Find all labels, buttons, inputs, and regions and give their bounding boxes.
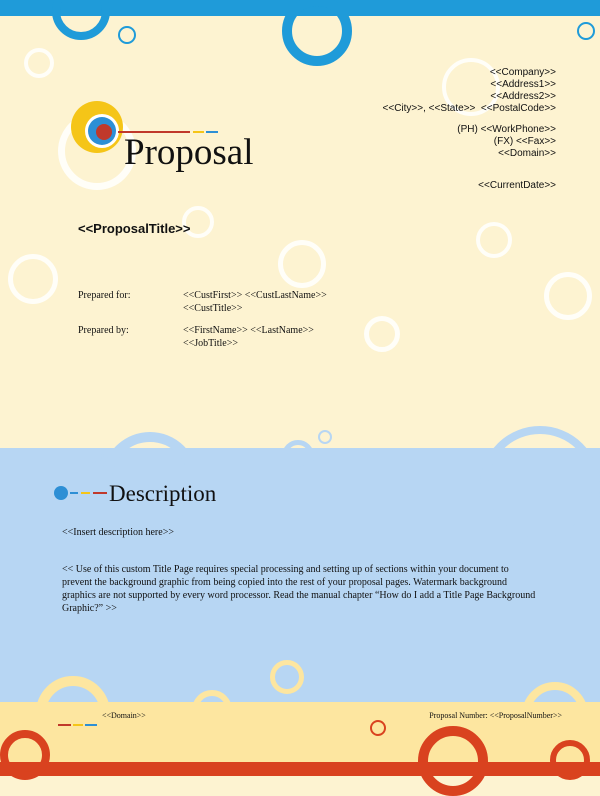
domain: <<Domain>> — [498, 148, 556, 159]
ring-decoration — [270, 660, 304, 694]
ring-decoration — [90, 450, 104, 464]
ring-decoration — [118, 26, 136, 44]
document-title: Proposal — [124, 132, 254, 173]
work-phone: (PH) <<WorkPhone>> — [457, 124, 556, 135]
ring-decoration — [282, 440, 314, 472]
address-line-2: <<Address2>> — [490, 91, 556, 102]
author-title: <<JobTitle>> — [183, 338, 238, 349]
description-heading: Description — [109, 481, 217, 506]
ring-decoration — [370, 720, 386, 736]
bottom-bar — [0, 762, 600, 776]
proposal-title: <<ProposalTitle>> — [78, 221, 191, 236]
ring-decoration — [8, 254, 58, 304]
footer-rule-icon — [58, 714, 98, 718]
city-state-postal: <<City>>, <<State>> <<PostalCode>> — [382, 103, 556, 114]
ring-decoration — [544, 272, 592, 320]
ring-decoration — [36, 676, 110, 750]
current-date: <<CurrentDate>> — [478, 180, 556, 191]
description-placeholder: <<Insert description here>> — [62, 527, 174, 538]
fax: (FX) <<Fax>> — [493, 136, 556, 147]
customer-name: <<CustFirst>> <<CustLastName>> — [183, 290, 327, 301]
customer-title: <<CustTitle>> — [183, 303, 243, 314]
ring-decoration — [550, 740, 590, 780]
description-note: << Use of this custom Title Page requires special processing and setting up of sections within your document to prevent the background graphic from being copied into the rest of your proposal pages. Watermark background graphics are not supported by every word processor. Read the manual chapter “How do I add a Title Page Background Graphic?” >> — [62, 564, 536, 614]
ring-decoration — [418, 726, 488, 796]
ring-decoration — [476, 222, 512, 258]
ring-decoration — [192, 690, 232, 730]
footer-domain: <<Domain>> — [102, 711, 146, 720]
ring-decoration — [0, 730, 50, 780]
description-bullet-icon — [53, 485, 109, 501]
ring-decoration — [278, 240, 326, 288]
ring-decoration — [364, 316, 400, 352]
address-line-1: <<Address1>> — [490, 79, 556, 90]
prepared-by-label: Prepared by: — [78, 325, 129, 336]
ring-decoration — [52, 0, 110, 40]
ring-decoration — [577, 22, 595, 40]
ring-decoration — [282, 0, 352, 66]
ring-decoration — [24, 48, 54, 78]
author-name: <<FirstName>> <<LastName>> — [183, 325, 314, 336]
ring-decoration — [318, 430, 332, 444]
ring-decoration — [480, 426, 600, 546]
prepared-for-label: Prepared for: — [78, 290, 131, 301]
company-name: <<Company>> — [489, 67, 556, 78]
footer-proposal-number: Proposal Number: <<ProposalNumber>> — [429, 711, 562, 720]
